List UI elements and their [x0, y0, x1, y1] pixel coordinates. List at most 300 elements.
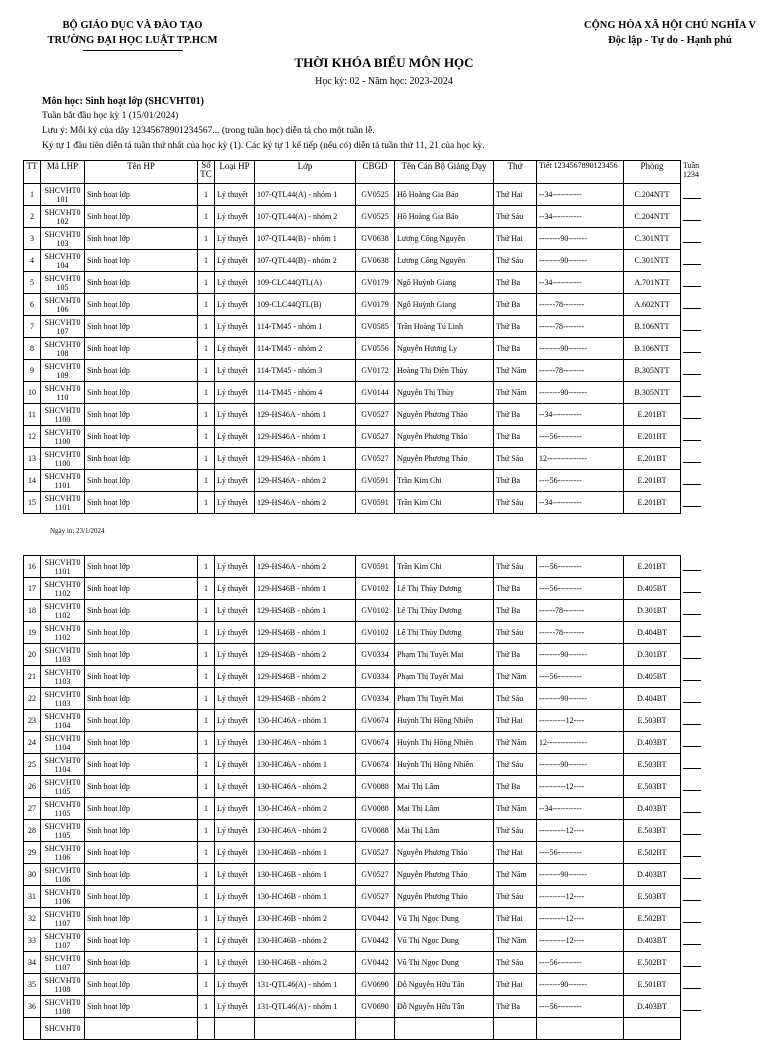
- table-row: [24, 952, 708, 974]
- col-sotc: Số TC: [198, 161, 215, 184]
- cell-tt: 7: [24, 316, 41, 338]
- cell-loaihp: Lý thuyết: [215, 710, 255, 732]
- week-line: [683, 812, 701, 813]
- cell-tenhp: Sinh hoạt lớp: [85, 666, 198, 688]
- cell-tt: 33: [24, 930, 41, 952]
- table-row-partial: [24, 1018, 708, 1040]
- cell-tencb: Nguyễn Phương Thảo: [395, 426, 494, 448]
- cell-thu: Thứ Hai: [494, 842, 537, 864]
- cell-loaihp: Lý thuyết: [215, 184, 255, 206]
- cell-sotc: 1: [198, 404, 215, 426]
- table-row: [24, 470, 708, 492]
- cell-tt: 9: [24, 360, 41, 382]
- cell-cbgd: GV0591: [356, 470, 395, 492]
- cell-tt: 16: [24, 556, 41, 578]
- cell-loaihp: Lý thuyết: [215, 360, 255, 382]
- table-row: [24, 710, 708, 732]
- cell-malhp: SHCVHT0 1102: [41, 622, 85, 644]
- cell-tt: 27: [24, 798, 41, 820]
- cell-loaihp: Lý thuyết: [215, 578, 255, 600]
- cell-malhp: SHCVHT0 1103: [41, 688, 85, 710]
- cell-malhp: SHCVHT0 101: [41, 184, 85, 206]
- cell-tuan: [681, 228, 708, 250]
- cell-tenhp: Sinh hoạt lớp: [85, 250, 198, 272]
- cell-malhp: SHCVHT0 110: [41, 382, 85, 404]
- cell-tenhp: Sinh hoạt lớp: [85, 622, 198, 644]
- cell-tt: 21: [24, 666, 41, 688]
- cell-tencb: Lương Công Nguyên: [395, 228, 494, 250]
- cell-tencb: Vũ Thị Ngọc Dung: [395, 952, 494, 974]
- week-line: [683, 922, 701, 923]
- cell-lop: 129-HS46B - nhóm 2: [255, 644, 356, 666]
- cell-sotc: 1: [198, 250, 215, 272]
- table-row: [24, 776, 708, 798]
- cell-loaihp: Lý thuyết: [215, 820, 255, 842]
- cell-tiet: --------90-------: [537, 382, 624, 404]
- cell-sotc: 1: [198, 886, 215, 908]
- cell-sotc: 1: [198, 666, 215, 688]
- cell-malhp: SHCVHT0 1106: [41, 864, 85, 886]
- cell-thu: Thứ Ba: [494, 294, 537, 316]
- cell-tenhp: Sinh hoạt lớp: [85, 404, 198, 426]
- university-name: TRƯỜNG ĐẠI HỌC LUẬT TP.HCM: [47, 35, 218, 46]
- cell-tenhp: Sinh hoạt lớp: [85, 382, 198, 404]
- col-tencb: Tên Cán Bộ Giảng Dạy: [395, 161, 494, 184]
- cell-loaihp: Lý thuyết: [215, 732, 255, 754]
- cell-tuan: [681, 492, 708, 514]
- cell-sotc: 1: [198, 294, 215, 316]
- col-cbgd: CBGD: [356, 161, 395, 184]
- cell-tt: 2: [24, 206, 41, 228]
- cell-thu: Thứ Sáu: [494, 622, 537, 644]
- col-thu: Thứ: [494, 161, 537, 184]
- cell-tenhp: Sinh hoạt lớp: [85, 930, 198, 952]
- cell-sotc: 1: [198, 492, 215, 514]
- cell-phong: E.201BT: [624, 426, 681, 448]
- cell-tuan: [681, 754, 708, 776]
- cell-tencb: Lê Thị Thùy Dương: [395, 600, 494, 622]
- week-line: [683, 286, 701, 287]
- cell-loaihp: Lý thuyết: [215, 600, 255, 622]
- cell-tiet: ------78--------: [537, 294, 624, 316]
- cell-thu: Thứ Ba: [494, 600, 537, 622]
- cell-thu: Thứ Hai: [494, 908, 537, 930]
- table-row: [24, 184, 708, 206]
- cell-tuan: [681, 272, 708, 294]
- cell-tuan: [681, 294, 708, 316]
- cell-sotc: 1: [198, 206, 215, 228]
- cell-tt: 17: [24, 578, 41, 600]
- cell-thu: Thứ Ba: [494, 578, 537, 600]
- cell-tiet: --------90-------: [537, 338, 624, 360]
- cell-sotc: 1: [198, 644, 215, 666]
- cell-sotc: 1: [198, 974, 215, 996]
- cell-tenhp: Sinh hoạt lớp: [85, 952, 198, 974]
- table-row: [24, 754, 708, 776]
- table-row: [24, 622, 708, 644]
- cell-sotc: 1: [198, 578, 215, 600]
- cell-tiet: ----56---------: [537, 470, 624, 492]
- cell-lop: 114-TM45 - nhóm 3: [255, 360, 356, 382]
- table-row: [24, 798, 708, 820]
- cell-sotc: 1: [198, 688, 215, 710]
- cell-malhp: SHCVHT0 105: [41, 272, 85, 294]
- cell-malhp: SHCVHT0 1103: [41, 644, 85, 666]
- cell-tencb: Nguyễn Phương Thảo: [395, 864, 494, 886]
- cell-malhp: SHCVHT0: [41, 1018, 85, 1040]
- cell-thu: Thứ Ba: [494, 404, 537, 426]
- cell-malhp: SHCVHT0 1107: [41, 930, 85, 952]
- cell-loaihp: Lý thuyết: [215, 622, 255, 644]
- cell-tuan: [681, 710, 708, 732]
- cell-lop: 130-HC46B - nhóm 2: [255, 930, 356, 952]
- table-row: [24, 294, 708, 316]
- cell-tiet: --------90-------: [537, 228, 624, 250]
- week-line: [683, 396, 701, 397]
- cell-cbgd: GV0591: [356, 492, 395, 514]
- table-row: [24, 360, 708, 382]
- cell-cbgd: GV0442: [356, 930, 395, 952]
- cell-thu: Thứ Ba: [494, 338, 537, 360]
- cell-cbgd: GV0674: [356, 710, 395, 732]
- cell-malhp: SHCVHT0 1103: [41, 666, 85, 688]
- cell-tenhp: Sinh hoạt lớp: [85, 492, 198, 514]
- cell-tiet: --------90-------: [537, 754, 624, 776]
- cell-lop: 107-QTL44(A) - nhóm 2: [255, 206, 356, 228]
- week-line: [683, 374, 701, 375]
- week-line: [683, 724, 701, 725]
- week-line: [683, 944, 701, 945]
- cell-cbgd: GV0525: [356, 206, 395, 228]
- cell-cbgd: GV0088: [356, 798, 395, 820]
- cell-phong: E.502BT: [624, 952, 681, 974]
- cell-phong: D.403BT: [624, 798, 681, 820]
- cell-cbgd: GV0102: [356, 578, 395, 600]
- cell-tencb: Nguyễn Phương Thảo: [395, 404, 494, 426]
- cell-cbgd: GV0088: [356, 820, 395, 842]
- week-line: [683, 768, 701, 769]
- col-malhp: Mã LHP: [41, 161, 85, 184]
- cell-tencb: Huỳnh Thị Hồng Nhiên: [395, 710, 494, 732]
- cell-loaihp: Lý thuyết: [215, 644, 255, 666]
- cell-lop: 131-QTL46(A) - nhóm 1: [255, 974, 356, 996]
- cell-thu: Thứ Sáu: [494, 688, 537, 710]
- cell-tencb: Đỗ Nguyễn Hữu Tân: [395, 974, 494, 996]
- table-row: [24, 886, 708, 908]
- cell-tiet: ----56---------: [537, 666, 624, 688]
- cell-sotc: 1: [198, 556, 215, 578]
- cell-cbgd: GV0088: [356, 776, 395, 798]
- table-row: [24, 600, 708, 622]
- cell-thu: Thứ Sáu: [494, 820, 537, 842]
- cell-thu: Thứ Ba: [494, 426, 537, 448]
- cell-tiet: ----56---------: [537, 996, 624, 1018]
- cell-tencb: Mai Thị Lâm: [395, 820, 494, 842]
- cell-cbgd: GV0690: [356, 974, 395, 996]
- cell-thu: Thứ Năm: [494, 864, 537, 886]
- cell-malhp: SHCVHT0 1100: [41, 426, 85, 448]
- cell-malhp: SHCVHT0 1104: [41, 754, 85, 776]
- cell-malhp: SHCVHT0 1106: [41, 886, 85, 908]
- cell-loaihp: Lý thuyết: [215, 996, 255, 1018]
- cell-tt: 1: [24, 184, 41, 206]
- week-line: [683, 658, 701, 659]
- cell-tuan: [681, 996, 708, 1018]
- cell-lop: 129-HS46A - nhóm 2: [255, 470, 356, 492]
- cell-lop: 114-TM45 - nhóm 4: [255, 382, 356, 404]
- cell-tenhp: Sinh hoạt lớp: [85, 600, 198, 622]
- cell-cbgd: GV0674: [356, 754, 395, 776]
- cell-tuan: [681, 338, 708, 360]
- semester-start: Tuần bắt đầu học kỳ 1 (15/01/2024): [42, 111, 179, 121]
- week-line: [683, 834, 701, 835]
- table-row: [24, 338, 708, 360]
- cell-sotc: 1: [198, 842, 215, 864]
- cell-sotc: 1: [198, 754, 215, 776]
- cell-tt: 11: [24, 404, 41, 426]
- ministry-name: BỘ GIÁO DỤC VÀ ĐÀO TẠO: [62, 20, 203, 31]
- cell-cbgd: GV0334: [356, 688, 395, 710]
- cell-tuan: [681, 886, 708, 908]
- cell-tuan: [681, 426, 708, 448]
- cell-lop: 129-HS46B - nhóm 2: [255, 688, 356, 710]
- week-line: [683, 506, 701, 507]
- cell-thu: Thứ Năm: [494, 798, 537, 820]
- cell-thu: Thứ Ba: [494, 644, 537, 666]
- table-row: [24, 382, 708, 404]
- cell-thu: Thứ Năm: [494, 360, 537, 382]
- cell-tenhp: Sinh hoạt lớp: [85, 842, 198, 864]
- week-line: [683, 988, 701, 989]
- cell-tiet: --34-----------: [537, 798, 624, 820]
- cell-tencb: Trần Kim Chi: [395, 556, 494, 578]
- cell-malhp: SHCVHT0 1102: [41, 600, 85, 622]
- week-line: [683, 242, 701, 243]
- cell-tt: 31: [24, 886, 41, 908]
- cell-tiet: --------90-------: [537, 688, 624, 710]
- week-line: [683, 330, 701, 331]
- table-header-row: [24, 161, 708, 184]
- cell-lop: 130-HC46B - nhóm 1: [255, 864, 356, 886]
- cell-phong: D.301BT: [624, 644, 681, 666]
- cell-tencb: Ngô Huỳnh Giang: [395, 272, 494, 294]
- cell-tencb: Trần Kim Chi: [395, 470, 494, 492]
- cell-empty: [215, 1018, 255, 1040]
- cell-sotc: 1: [198, 908, 215, 930]
- cell-tencb: Đỗ Nguyễn Hữu Tân: [395, 996, 494, 1018]
- print-date: Ngày in: 23/1/2024: [50, 527, 105, 535]
- cell-cbgd: GV0527: [356, 404, 395, 426]
- cell-malhp: SHCVHT0 1106: [41, 842, 85, 864]
- cell-phong: E.201BT: [624, 556, 681, 578]
- cell-tuan: [681, 404, 708, 426]
- cell-cbgd: GV0527: [356, 448, 395, 470]
- col-tiet: Tiết 1234567890123456: [537, 161, 624, 184]
- cell-thu: Thứ Hai: [494, 184, 537, 206]
- cell-tuan: [681, 556, 708, 578]
- cell-tiet: ----56---------: [537, 952, 624, 974]
- cell-thu: Thứ Hai: [494, 710, 537, 732]
- cell-tencb: Ngô Huỳnh Giang: [395, 294, 494, 316]
- cell-phong: E.201BT: [624, 448, 681, 470]
- cell-thu: Thứ Ba: [494, 996, 537, 1018]
- cell-tenhp: Sinh hoạt lớp: [85, 228, 198, 250]
- cell-tuan: [681, 842, 708, 864]
- cell-sotc: 1: [198, 338, 215, 360]
- cell-tt: 30: [24, 864, 41, 886]
- cell-tiet: ----56---------: [537, 842, 624, 864]
- cell-cbgd: GV0556: [356, 338, 395, 360]
- week-line: [683, 790, 701, 791]
- cell-lop: 109-CLC44QTL(B): [255, 294, 356, 316]
- cell-malhp: SHCVHT0 1104: [41, 710, 85, 732]
- cell-tiet: --------90-------: [537, 250, 624, 272]
- cell-thu: Thứ Ba: [494, 470, 537, 492]
- cell-tiet: ------78--------: [537, 600, 624, 622]
- cell-tencb: Hồ Hoàng Gia Bảo: [395, 184, 494, 206]
- cell-loaihp: Lý thuyết: [215, 776, 255, 798]
- cell-empty: [624, 1018, 681, 1040]
- cell-sotc: 1: [198, 316, 215, 338]
- cell-phong: D.405BT: [624, 578, 681, 600]
- cell-loaihp: Lý thuyết: [215, 272, 255, 294]
- week-line: [683, 1010, 701, 1011]
- cell-thu: Thứ Hai: [494, 228, 537, 250]
- cell-malhp: SHCVHT0 1105: [41, 776, 85, 798]
- cell-cbgd: GV0102: [356, 600, 395, 622]
- schedule-table-continued: [23, 555, 708, 1040]
- cell-loaihp: Lý thuyết: [215, 886, 255, 908]
- cell-tiet: ----56---------: [537, 426, 624, 448]
- cell-cbgd: GV0674: [356, 732, 395, 754]
- cell-tencb: Phạm Thị Tuyết Mai: [395, 644, 494, 666]
- cell-cbgd: GV0690: [356, 996, 395, 1018]
- cell-cbgd: GV0442: [356, 908, 395, 930]
- cell-malhp: SHCVHT0 1108: [41, 974, 85, 996]
- cell-sotc: 1: [198, 600, 215, 622]
- week-line: [683, 352, 701, 353]
- table-row: [24, 996, 708, 1018]
- cell-tuan: [681, 382, 708, 404]
- cell-tenhp: Sinh hoạt lớp: [85, 820, 198, 842]
- table-row: [24, 206, 708, 228]
- table-row: [24, 448, 708, 470]
- col-phong: Phòng: [624, 161, 681, 184]
- col-loaihp: Loại HP: [215, 161, 255, 184]
- cell-tt: 26: [24, 776, 41, 798]
- cell-lop: 129-HS46B - nhóm 1: [255, 622, 356, 644]
- table-row: [24, 272, 708, 294]
- cell-tt: 28: [24, 820, 41, 842]
- cell-tt: 22: [24, 688, 41, 710]
- cell-malhp: SHCVHT0 1107: [41, 952, 85, 974]
- cell-malhp: SHCVHT0 1102: [41, 578, 85, 600]
- week-line: [683, 418, 701, 419]
- cell-cbgd: GV0334: [356, 644, 395, 666]
- table-row: [24, 974, 708, 996]
- cell-tenhp: Sinh hoạt lớp: [85, 338, 198, 360]
- cell-loaihp: Lý thuyết: [215, 952, 255, 974]
- week-line: [683, 900, 701, 901]
- cell-tencb: Nguyễn Hương Ly: [395, 338, 494, 360]
- cell-tuan: [681, 600, 708, 622]
- cell-lop: 130-HC46A - nhóm 1: [255, 754, 356, 776]
- cell-tuan: [681, 622, 708, 644]
- cell-loaihp: Lý thuyết: [215, 470, 255, 492]
- cell-malhp: SHCVHT0 106: [41, 294, 85, 316]
- cell-tuan: [681, 578, 708, 600]
- header-underline: [83, 50, 183, 51]
- cell-loaihp: Lý thuyết: [215, 228, 255, 250]
- cell-thu: Thứ Sáu: [494, 886, 537, 908]
- cell-phong: C.301NTT: [624, 228, 681, 250]
- cell-lop: 109-CLC44QTL(A): [255, 272, 356, 294]
- cell-tencb: Huỳnh Thị Hồng Nhiên: [395, 732, 494, 754]
- cell-tiet: ----------12----: [537, 710, 624, 732]
- table-row: [24, 842, 708, 864]
- cell-malhp: SHCVHT0 102: [41, 206, 85, 228]
- cell-malhp: SHCVHT0 109: [41, 360, 85, 382]
- cell-tenhp: Sinh hoạt lớp: [85, 688, 198, 710]
- cell-tuan: [681, 732, 708, 754]
- cell-tt: 35: [24, 974, 41, 996]
- cell-malhp: SHCVHT0 1101: [41, 492, 85, 514]
- cell-lop: 129-HS46A - nhóm 2: [255, 556, 356, 578]
- table-row: [24, 578, 708, 600]
- cell-tencb: Phạm Thị Tuyết Mai: [395, 688, 494, 710]
- cell-thu: Thứ Ba: [494, 776, 537, 798]
- cell-sotc: 1: [198, 798, 215, 820]
- cell-lop: 130-HC46A - nhóm 2: [255, 776, 356, 798]
- cell-tuan: [681, 688, 708, 710]
- cell-loaihp: Lý thuyết: [215, 864, 255, 886]
- cell-phong: B.106NTT: [624, 316, 681, 338]
- cell-sotc: 1: [198, 776, 215, 798]
- cell-phong: E.503BT: [624, 776, 681, 798]
- cell-tuan: [681, 974, 708, 996]
- cell-tencb: Mai Thị Lâm: [395, 776, 494, 798]
- cell-tencb: Lê Thị Thùy Dương: [395, 578, 494, 600]
- cell-tuan: [681, 864, 708, 886]
- cell-tencb: Lê Thị Thùy Dương: [395, 622, 494, 644]
- cell-phong: D.403BT: [624, 864, 681, 886]
- cell-tiet: --34-----------: [537, 404, 624, 426]
- cell-tenhp: Sinh hoạt lớp: [85, 996, 198, 1018]
- cell-sotc: 1: [198, 228, 215, 250]
- cell-tiet: ----------12----: [537, 930, 624, 952]
- cell-loaihp: Lý thuyết: [215, 798, 255, 820]
- cell-phong: C.301NTT: [624, 250, 681, 272]
- cell-loaihp: Lý thuyết: [215, 754, 255, 776]
- cell-tiet: ----56---------: [537, 556, 624, 578]
- cell-sotc: 1: [198, 184, 215, 206]
- cell-thu: Thứ Sáu: [494, 250, 537, 272]
- cell-malhp: SHCVHT0 1101: [41, 556, 85, 578]
- cell-phong: D.301BT: [624, 600, 681, 622]
- cell-phong: E.503BT: [624, 754, 681, 776]
- table-row: [24, 426, 708, 448]
- cell-lop: 107-QTL44(B) - nhóm 1: [255, 228, 356, 250]
- cell-phong: C.204NTT: [624, 184, 681, 206]
- cell-tencb: Nguyễn Phương Thảo: [395, 448, 494, 470]
- cell-loaihp: Lý thuyết: [215, 556, 255, 578]
- cell-phong: B.106NTT: [624, 338, 681, 360]
- cell-thu: Thứ Sáu: [494, 492, 537, 514]
- republic-name: CỘNG HÒA XÃ HỘI CHỦ NGHĨA V: [584, 20, 756, 31]
- cell-tiet: ----------12----: [537, 908, 624, 930]
- cell-malhp: SHCVHT0 1105: [41, 798, 85, 820]
- cell-sotc: 1: [198, 930, 215, 952]
